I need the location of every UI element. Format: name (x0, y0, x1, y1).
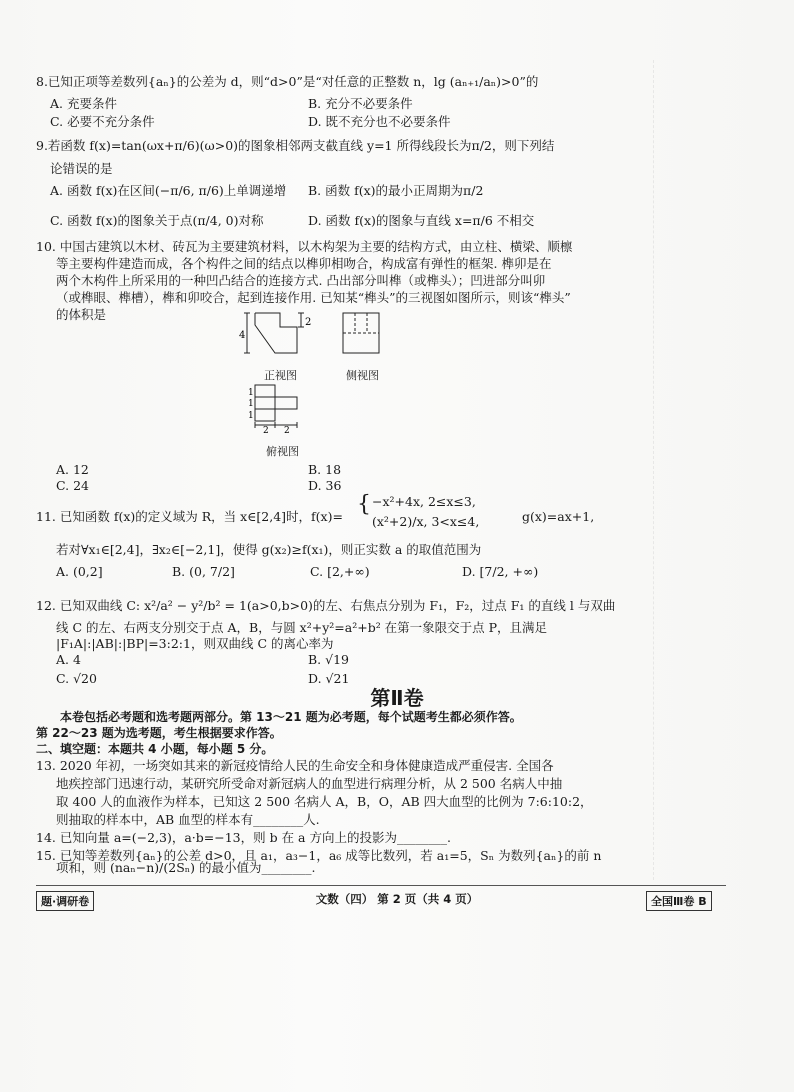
q13-line1: 13. 2020 年初，一场突如其来的新冠疫情给人民的生命安全和身体健康造成严重侵害. 全国各 (36, 758, 554, 773)
q14: 14. 已知向量 a=(−2,3)，a·b=−13，则 b 在 a 方向上的投影为________. (36, 830, 451, 845)
q8-option-b: B. 充分不必要条件 (308, 96, 413, 111)
q12-option-a: A. 4 (56, 652, 81, 667)
q12-stem: 12. 已知双曲线 C: x²/a² − y²/b² = 1(a>0,b>0)的左、右焦点分别为 F₁，F₂，过点 F₁ 的直线 l 与双曲 (36, 598, 616, 613)
q9-option-c: C. 函数 f(x)的图象关于点(π/4, 0)对称 (50, 213, 264, 228)
q10-line2: 等主要构件建造而成，各个构件之间的结点以榫卯相吻合，构成富有弹性的框架. 榫卯是在 (56, 256, 552, 271)
q10-option-d: D. 36 (308, 478, 342, 493)
top-dim-1c: 1 (248, 411, 254, 421)
top-dim-2b: 2 (284, 426, 290, 436)
q13-line3: 取 400 人的血液作为样本，已知这 2 500 名病人 A，B，O，AB 四大血型的比例为 7:6:10:2， (56, 794, 593, 809)
q11-stem: 11. 已知函数 f(x)的定义域为 R，当 x∈[2,4]时，f(x)= (36, 509, 343, 524)
q15-line2: 项和，则 (naₙ−n)/(2Sₙ) 的最小值为________. (56, 860, 316, 875)
footer-divider (36, 885, 726, 886)
q12-option-d: D. √21 (308, 671, 350, 686)
q11-option-a: A. (0,2] (56, 564, 103, 579)
side-view (343, 313, 379, 353)
q9-stem-cont: 论错误的是 (50, 161, 113, 176)
q9-option-b: B. 函数 f(x)的最小正周期为π/2 (308, 183, 484, 198)
fill-section-header: 二、填空题：本题共 4 小题，每小题 5 分。 (36, 742, 274, 756)
top-dim-1a: 1 (248, 388, 254, 398)
q11-brace: { (357, 492, 371, 517)
q10-three-view-figure (235, 305, 405, 460)
q12-option-b: B. √19 (308, 652, 350, 667)
q11-option-d: D. [7/2, +∞) (462, 564, 539, 579)
q11-stem-cont: 若对∀x₁∈[2,4]，∃x₂∈[−2,1]，使得 g(x₂)≥f(x₁)，则正实数 a 的取值范围为 (56, 542, 482, 557)
q12-stem-cont1: 线 C 的左、右两支分别交于点 A，B，与圆 x²+y²=a²+b² 在第一象限交于点 P，且满足 (56, 620, 548, 635)
q12-stem-cont2: |F₁A|:|AB|:|BP|=3:2:1，则双曲线 C 的离心率为 (56, 636, 334, 651)
q10-option-c: C. 24 (56, 478, 89, 493)
q8-option-c: C. 必要不充分条件 (50, 114, 155, 129)
q10-line5: 的体积是 (56, 307, 107, 322)
section2-intro1: 本卷包括必考题和选考题两部分。第 13～21 题为必考题，每个试题考生都必须作答。 (60, 710, 522, 724)
q10-option-b: B. 18 (308, 462, 342, 477)
q13-line2: 地疾控部门迅速行动，某研究所受命对新冠病人的血型进行病理分析，从 2 500 名病人中抽 (56, 776, 563, 791)
q9-option-a: A. 函数 f(x)在区间(−π/6, π/6)上单调递增 (50, 183, 287, 198)
q11-option-c: C. [2,+∞) (310, 564, 370, 579)
front-view-label: 正视图 (264, 369, 297, 382)
front-dim-4: 4 (239, 330, 246, 341)
footer-right-tag: 全国Ⅲ卷 B (646, 891, 712, 911)
q10-line1: 10. 中国古建筑以木材、砖瓦为主要建筑材料，以木构架为主要的结构方式，由立柱、横梁、顺檩 (36, 239, 573, 254)
top-view-label: 俯视图 (266, 445, 299, 458)
section2-intro2: 第 22～23 题为选考题，考生根据要求作答。 (36, 726, 282, 740)
q12-option-c: C. √20 (56, 671, 97, 686)
q8-option-a: A. 充要条件 (50, 96, 117, 111)
q13-line4: 则抽取的样本中，AB 血型的样本有________人. (56, 812, 320, 827)
q10-option-a: A. 12 (56, 462, 89, 477)
q8-stem: 8.已知正项等差数列{aₙ}的公差为 d，则“d>0”是“对任意的正整数 n，lg (aₙ₊₁/aₙ)>0”的 (36, 74, 539, 89)
section2-title: 第Ⅱ卷 (370, 686, 424, 710)
footer-left-tag: 题·调研卷 (36, 891, 94, 911)
q10-line4: （或榫眼、榫槽），榫和卯咬合，起到连接作用. 已知某“榫头”的三视图如图所示，则该“榫头” (56, 290, 571, 305)
front-dim-2: 2 (305, 317, 312, 328)
top-view (255, 385, 297, 428)
top-dim-1b: 1 (248, 399, 254, 409)
q15-line1: 15. 已知等差数列{aₙ}的公差 d>0，且 a₁，a₃−1，a₆ 成等比数列，若 a₁=5，Sₙ 为数列{aₙ}的前 n (36, 848, 602, 863)
footer-page-info: 文数（四） 第 2 页（共 4 页） (315, 892, 479, 906)
q9-stem: 9.若函数 f(x)=tan(ωx+π/6)(ω>0)的图象相邻两支截直线 y=1 所得线段长为π/2，则下列结 (36, 138, 555, 153)
q10-line3: 两个木构件上所采用的一种凹凸结合的连接方式. 凸出部分叫榫（或榫头）；凹进部分叫卯 (56, 273, 546, 288)
q11-gx: g(x)=ax+1, (522, 509, 595, 524)
top-dim-2a: 2 (263, 426, 269, 436)
q11-option-b: B. (0, 7/2] (172, 564, 235, 579)
q8-option-d: D. 既不充分也不必要条件 (308, 114, 451, 129)
side-view-label: 侧视图 (346, 369, 379, 382)
front-view (244, 313, 304, 353)
q11-piece1: −x²+4x, 2≤x≤3, (372, 494, 476, 509)
q9-option-d: D. 函数 f(x)的图象与直线 x=π/6 不相交 (308, 213, 535, 228)
bleed-through-shadow (653, 60, 774, 880)
q11-piece2: (x²+2)/x, 3<x≤4, (372, 514, 480, 529)
